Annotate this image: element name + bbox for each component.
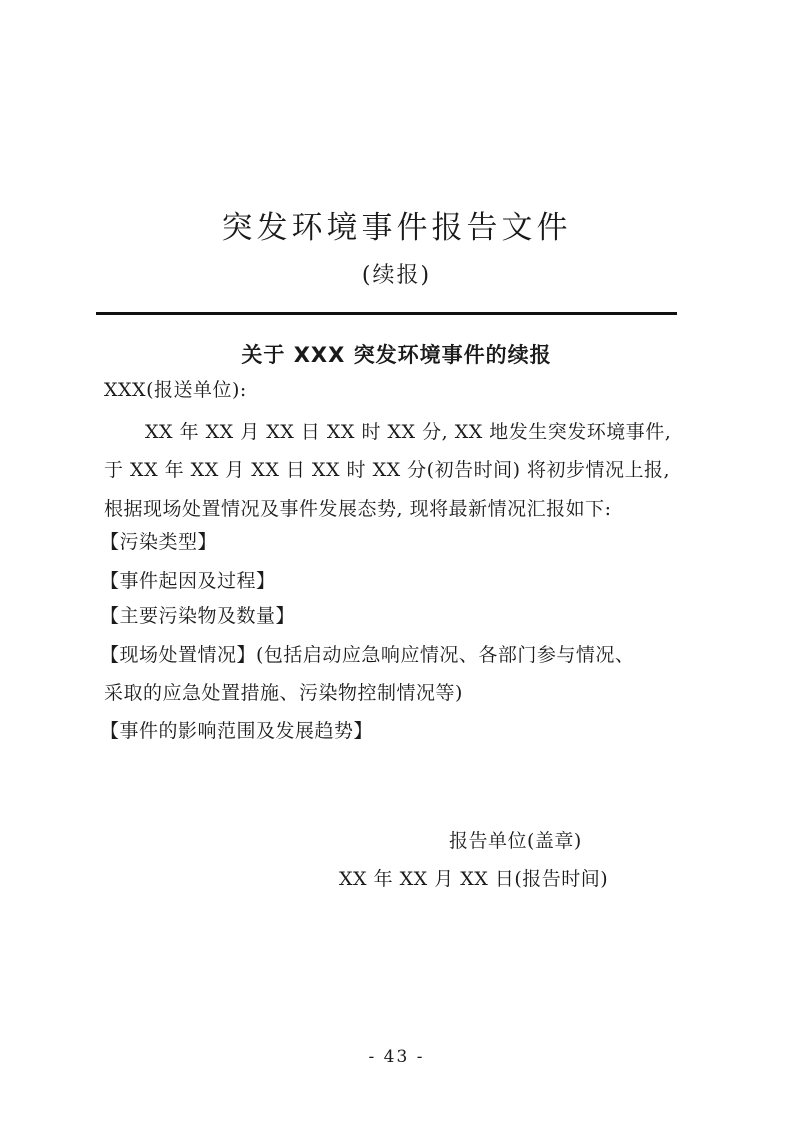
paragraph-line: XX 年 XX 月 XX 日 XX 时 XX 分, XX 地发生突发环境事件, — [145, 421, 672, 443]
signature-unit: 报告单位(盖章) — [449, 830, 582, 852]
paragraph-line: 根据现场处置情况及事件发展态势, 现将最新情况汇报如下: — [104, 498, 612, 520]
section-impact-trend: 【事件的影响范围及发展趋势】 — [100, 720, 374, 742]
recipient-line: XXX(报送单位): — [104, 379, 247, 401]
document-subtitle: (续报) — [361, 263, 432, 288]
page-number: - 43 - — [368, 1047, 425, 1067]
paragraph-line: 于 XX 年 XX 月 XX 日 XX 时 XX 分(初告时间) 将初步情况上报, — [104, 459, 671, 481]
section-onsite-handling: 【现场处置情况】(包括启动应急响应情况、各部门参与情况、 — [100, 644, 635, 666]
document-title: 突发环境事件报告文件 — [221, 210, 572, 246]
signature-date: XX 年 XX 月 XX 日(报告时间) — [339, 868, 609, 890]
header-divider — [96, 312, 677, 315]
section-cause-process: 【事件起因及过程】 — [100, 570, 276, 592]
report-heading: 关于 XXX 突发环境事件的续报 — [241, 343, 552, 367]
section-main-pollutants: 【主要污染物及数量】 — [100, 605, 296, 627]
section-onsite-handling-continued: 采取的应急处置措施、污染物控制情况等) — [104, 682, 463, 704]
section-pollution-type: 【污染类型】 — [100, 531, 218, 553]
